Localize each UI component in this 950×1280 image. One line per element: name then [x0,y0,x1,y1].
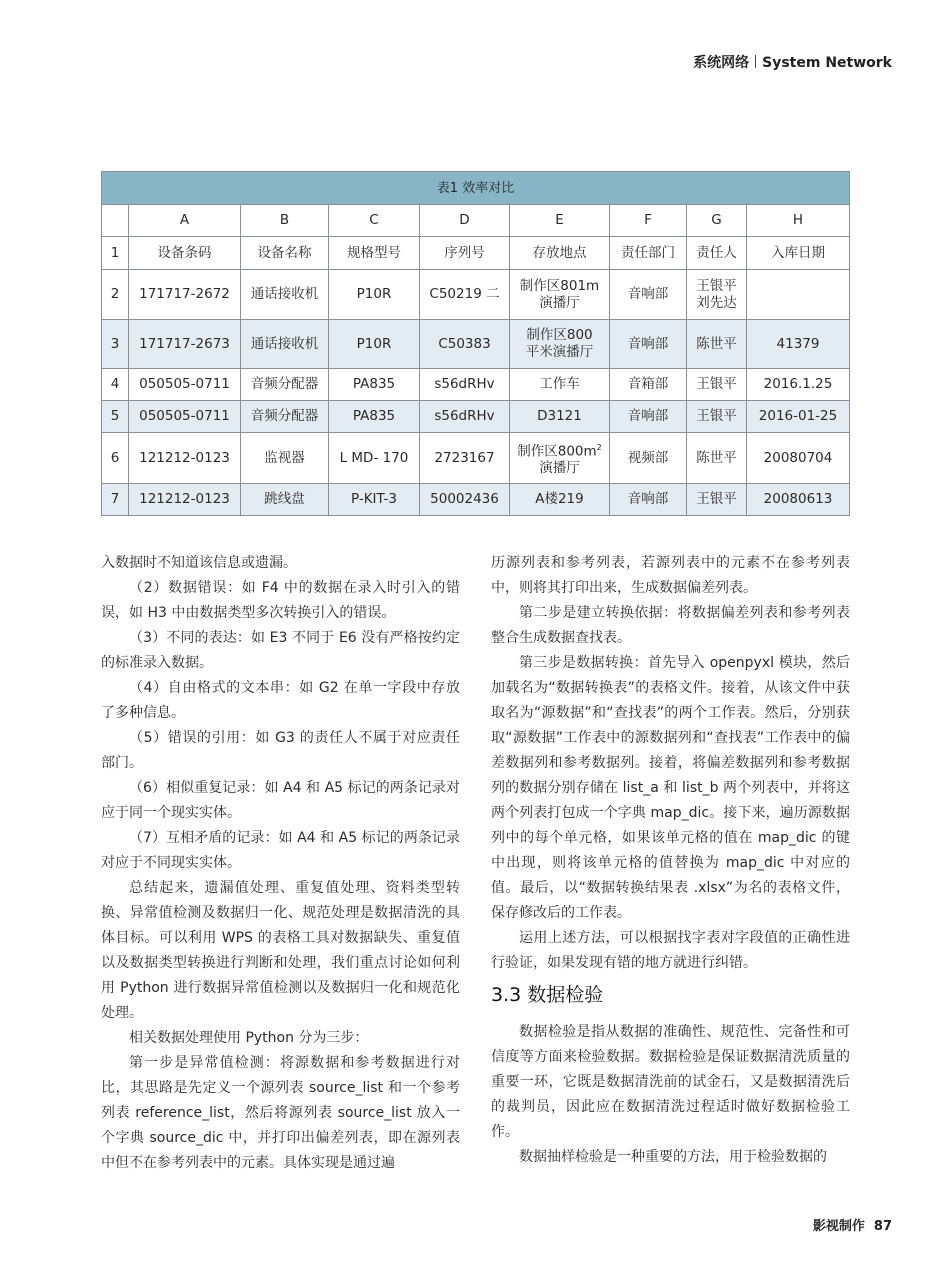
cell-date [747,270,850,320]
efficiency-comparison-table [101,171,850,516]
cell-barcode: 171717-2672 [129,270,241,320]
column-letter: A [129,205,241,237]
table-row [102,401,850,433]
cell-person-line1: 王银平 [696,277,737,294]
cell-device-name: 监视器 [241,433,329,484]
body-paragraph: 数据检验是指从数据的准确性、规范性、完备性和可信度等方面来检验数据。数据检验是保证数据清洗质量的重要一环，它既是数据清洗前的试金石，又是数据清洗后的裁判员，因此应在数据清洗过程适时做好数据检验工作。 [491,1024,850,1140]
row-number: 3 [102,320,129,369]
body-paragraph: （2）数据错误：如 F4 中的数据在录入时引入的错误，如 H3 中由数据类型多次转换引入的错误。 [101,580,460,621]
column-letter: H [747,205,850,237]
cell-location-superscript: 2 [596,442,602,452]
cell-barcode: 121212-0123 [129,484,241,516]
body-paragraph: （4）自由格式的文本串：如 G2 在单一字段中存放了多种信息。 [101,680,460,721]
cell-person: 王银平 [687,401,747,433]
cell-location [510,270,610,320]
body-paragraph: 第二步是建立转换依据：将数据偏差列表和参考列表整合生成数据查找表。 [491,605,850,646]
header-section-cn: 系统网络 [693,55,750,71]
cell-department: 视频部 [610,433,687,484]
cell-device-name: 通话接收机 [241,320,329,369]
body-paragraph: 总结起来，遗漏值处理、重复值处理、资料类型转换、异常值检测及数据归一化、规范处理是数据清洗的具体目标。可以利用 WPS 的表格工具对数据缺失、重复值以及数据类型转换进行判断和处理，我们重点讨论如何利用 Python 进行数据异常值检测以及数据归一化和规范化处理。 [101,880,460,1021]
cell-barcode: 050505-0711 [129,401,241,433]
cell-barcode: 171717-2673 [129,320,241,369]
cell-date: 2016.1.25 [747,369,850,401]
cell-department: 音响部 [610,484,687,516]
row-number: 4 [102,369,129,401]
body-paragraph: （5）错误的引用：如 G3 的责任人不属于对应责任部门。 [101,730,460,771]
field-header: 责任人 [687,237,747,270]
field-header-row [102,237,850,270]
body-paragraph: 第三步是数据转换：首先导入 openpyxl 模块，然后加载名为“数据转换表”的表格文件。接着，从该文件中获取名为“源数据”和“查找表”的两个工作表。然后，分别获取“源数据”工作表中的源数据列和“查找表”工作表中的偏差数据列和参考数据列。接着，将偏差数据列和参考数据列的数据分别存储在 list_a 和 list_b 两个列表中，并将这两个列表打包成一个字典 map_dic。接下来，遍历源数据列中的每个单元格，如果该单元格的值在 map_dic 的键中出现，则将该单元格的值替换为 map_dic 中对应的值。最后，以“数据转换结果表 .xlsx”为名的表格文件，保存修改后的工作表。 [491,655,850,921]
footer-label: 影视制作 [812,1219,865,1234]
table-row [102,484,850,516]
running-header [693,52,892,72]
cell-location-line2: 演播厅 [539,460,580,477]
cell-device-name: 音频分配器 [241,369,329,401]
cell-date: 2016-01-25 [747,401,850,433]
cell-serial: C50219 二 [420,270,510,320]
cell-date: 41379 [747,320,850,369]
row-number: 7 [102,484,129,516]
cell-person: 王银平 [687,369,747,401]
cell-location-line2: 平米演播厅 [525,344,594,360]
cell-department: 音响部 [610,401,687,433]
field-header: 设备条码 [129,237,241,270]
cell-person [687,270,747,320]
corner-cell [102,205,129,237]
cell-model: PA835 [329,401,420,433]
cell-serial: 50002436 [420,484,510,516]
cell-department: 音响部 [610,270,687,320]
cell-department: 音响部 [610,320,687,369]
column-letter: F [610,205,687,237]
cell-device-name: 通话接收机 [241,270,329,320]
cell-location-line1: 制作区801m [519,277,600,294]
cell-person: 陈世平 [687,433,747,484]
field-header: 存放地点 [510,237,610,270]
row-number: 5 [102,401,129,433]
left-column [101,551,460,1176]
body-paragraph: （6）相似重复记录：如 A4 和 A5 标记的两条记录对应于同一个现实实体。 [101,780,460,821]
field-header: 责任部门 [610,237,687,270]
cell-location [510,320,610,369]
header-section-en: System Network [762,55,892,71]
cell-person-line2: 刘先达 [696,294,737,311]
body-paragraph: （7）互相矛盾的记录：如 A4 和 A5 标记的两条记录对应于不同现实实体。 [101,830,460,871]
table-title-row [102,172,850,205]
cell-location: 工作车 [510,369,610,401]
page-footer [813,1215,892,1234]
column-letter: C [329,205,420,237]
column-letter: B [241,205,329,237]
row-number: 6 [102,433,129,484]
field-header: 序列号 [420,237,510,270]
cell-model: PA835 [329,369,420,401]
column-letter: D [420,205,510,237]
field-header: 入库日期 [747,237,850,270]
header-separator [755,55,756,68]
cell-barcode: 050505-0711 [129,369,241,401]
cell-model: L MD- 170 [329,433,420,484]
cell-department: 音箱部 [610,369,687,401]
cell-person: 陈世平 [687,320,747,369]
cell-serial: 2723167 [420,433,510,484]
cell-model: P10R [329,270,420,320]
column-letter: E [510,205,610,237]
cell-location: A楼219 [510,484,610,516]
body-paragraph: 第一步是异常值检测：将源数据和参考数据进行对比，其思路是先定义一个源列表 source_list 和一个参考列表 reference_list，然后将源列表 source_list 放入一个字典 source_dic 中，并打印出偏差列表，即在源列表中但不在参考列表中的元素。具体实现是通过遍 [101,1055,460,1171]
field-header: 规格型号 [329,237,420,270]
body-paragraph: 入数据时不知道该信息或遗漏。 [101,555,297,571]
column-letter: G [687,205,747,237]
table-row [102,270,850,320]
cell-location-line2: 演播厅 [539,294,580,311]
cell-date: 20080613 [747,484,850,516]
column-letter-row [102,205,850,237]
cell-location-line1: 制作区800 [526,327,593,343]
cell-date: 20080704 [747,433,850,484]
field-header: 设备名称 [241,237,329,270]
page-number: 87 [873,1219,892,1234]
cell-location-line1: 制作区800m [517,443,597,460]
table-title: 表1 效率对比 [102,172,850,205]
cell-location [510,433,610,484]
right-column [491,551,850,1170]
body-paragraph: 运用上述方法，可以根据找字表对字段值的正确性进行验证，如果发现有错的地方就进行纠错。 [491,930,850,971]
cell-person: 王银平 [687,484,747,516]
body-paragraph: 相关数据处理使用 Python 分为三步： [129,1030,369,1046]
table-row [102,320,850,369]
table-row [102,433,850,484]
cell-location: D3121 [510,401,610,433]
cell-device-name: 音频分配器 [241,401,329,433]
cell-barcode: 121212-0123 [129,433,241,484]
body-paragraph: 数据抽样检验是一种重要的方法，用于检验数据的 [519,1149,827,1165]
table-row [102,369,850,401]
cell-serial: s56dRHv [420,369,510,401]
row-number: 2 [102,270,129,320]
section-heading: 3.3 数据检验 [491,984,604,1006]
cell-serial: s56dRHv [420,401,510,433]
cell-serial: C50383 [420,320,510,369]
body-paragraph: 历源列表和参考列表，若源列表中的元素不在参考列表中，则将其打印出来，生成数据偏差列表。 [491,555,850,596]
cell-model: P10R [329,320,420,369]
body-paragraph: （3）不同的表达：如 E3 不同于 E6 没有严格按约定的标准录入数据。 [101,630,460,671]
row-number: 1 [102,237,129,270]
cell-device-name: 跳线盘 [241,484,329,516]
cell-model: P-KIT-3 [329,484,420,516]
